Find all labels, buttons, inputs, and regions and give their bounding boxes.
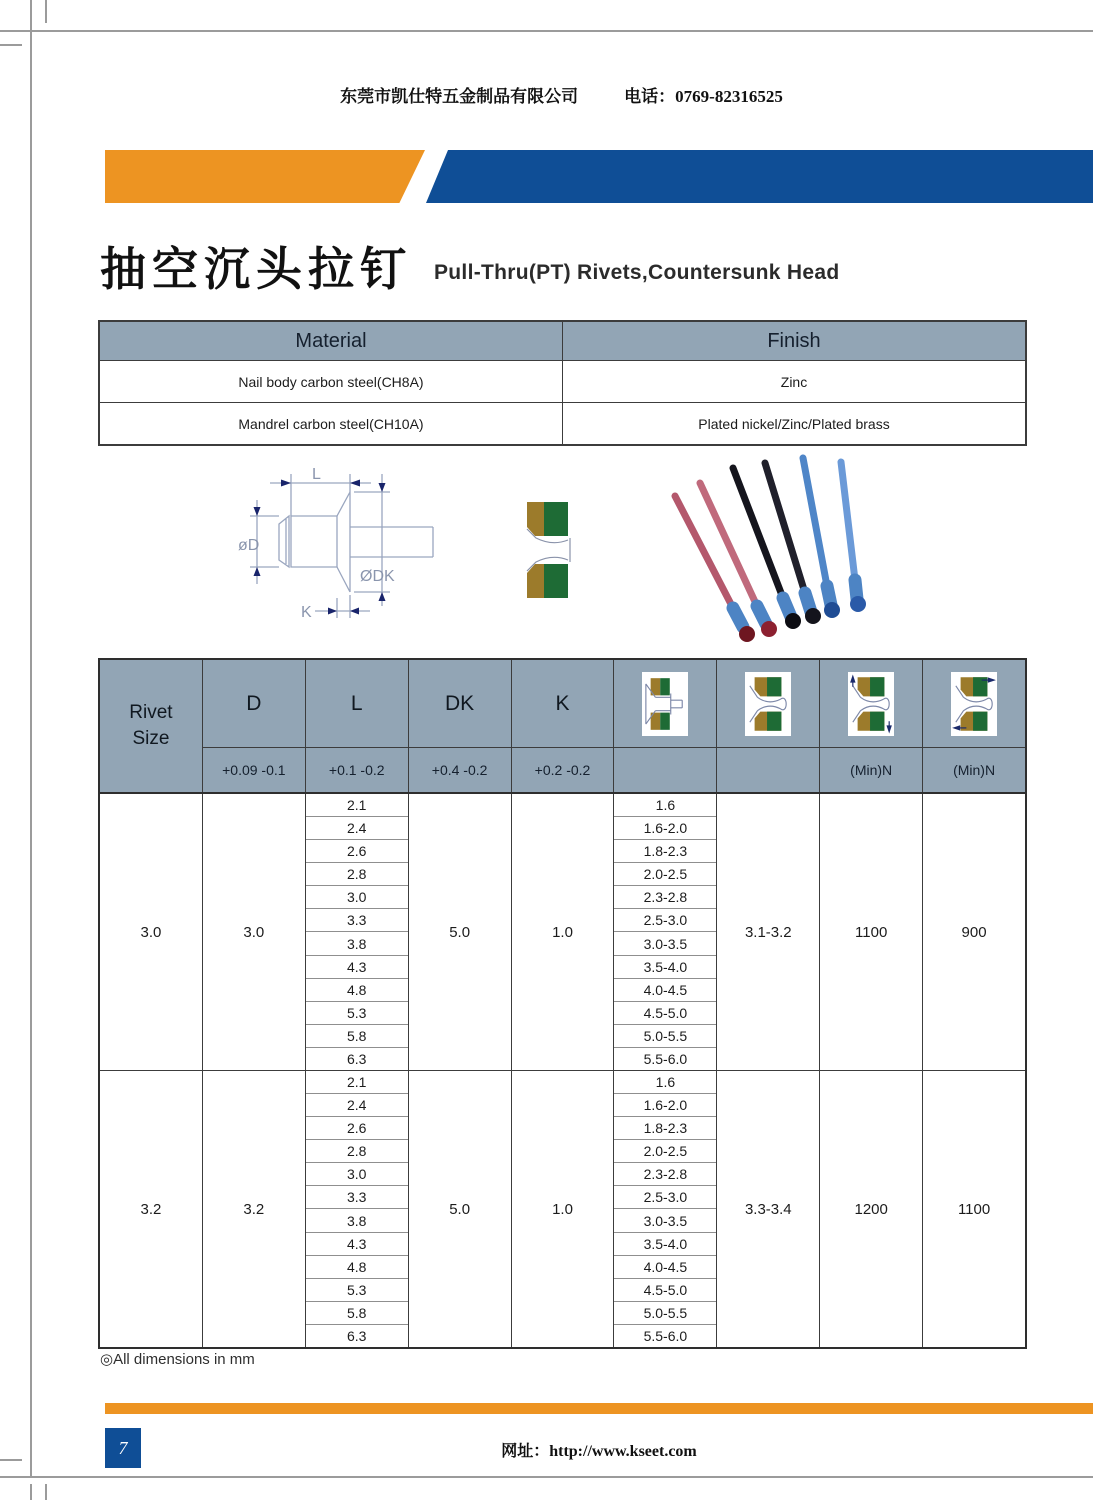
footer-website: 网址：http://www.kseet.com [501, 1443, 697, 1460]
l-value-cell: 5.8 [306, 1302, 408, 1325]
grip-range-cell: 4.5-5.0 [614, 1279, 716, 1302]
rivet-size-value: 3.2 [100, 1071, 203, 1347]
table-row [100, 402, 1025, 444]
trim-mark [30, 1484, 32, 1500]
grip-range-column [614, 1071, 717, 1347]
material-cell: Nail body carbon steel(CH8A) [100, 361, 563, 402]
grip-range-cell: 2.3-2.8 [614, 1163, 716, 1186]
grip-range-cell: 4.0-4.5 [614, 979, 716, 1002]
l-value-cell: 3.8 [306, 932, 408, 955]
trim-mark [45, 1484, 47, 1500]
shear-min-n-label: (Min)N [820, 747, 922, 792]
l-value-cell: 2.4 [306, 1094, 408, 1117]
grip-range-column [614, 794, 717, 1070]
dim-label-dk: ØDK [360, 568, 395, 585]
footer-orange-bar [105, 1403, 1093, 1414]
l-value-cell: 3.3 [306, 909, 408, 932]
page-title [100, 243, 840, 295]
tolerance-l: +0.1 -0.2 [306, 747, 408, 792]
d-value: 3.2 [203, 1071, 306, 1347]
l-value-cell: 2.6 [306, 840, 408, 863]
grip-range-cell: 2.5-3.0 [614, 1186, 716, 1209]
grip-range-cell: 1.8-2.3 [614, 840, 716, 863]
tolerance-hole [717, 747, 819, 792]
dk-value: 5.0 [409, 1071, 512, 1347]
l-value-cell: 3.8 [306, 1209, 408, 1232]
company-header [30, 82, 1093, 107]
shear-min-value: 1200 [820, 1071, 923, 1347]
grip-range-cell: 1.6 [614, 794, 716, 817]
spec-block-3.2 [100, 1071, 1025, 1347]
orange-banner-stripe [105, 150, 425, 203]
page-border-bottom [0, 1476, 1093, 1478]
spec-table-header [100, 660, 1025, 794]
hole-size-value: 3.1-3.2 [717, 794, 820, 1070]
tolerance-k: +0.2 -0.2 [512, 747, 614, 792]
trim-mark [0, 1459, 22, 1461]
l-value-cell: 4.3 [306, 956, 408, 979]
spec-block-3.0 [100, 794, 1025, 1071]
finish-cell: Zinc [780, 373, 808, 390]
l-value-cell: 2.6 [306, 1117, 408, 1140]
rivet-set-diagram-icon [745, 672, 791, 736]
trim-mark [0, 44, 22, 46]
rivet-shear-diagram-icon [848, 672, 894, 736]
l-value-cell: 5.3 [306, 1279, 408, 1302]
material-header-cell: Material [100, 322, 563, 360]
page-number: 7 [118, 1437, 128, 1458]
page-border-top [0, 30, 1093, 32]
l-value-cell: 2.4 [306, 817, 408, 840]
grip-range-cell: 1.6-2.0 [614, 1094, 716, 1117]
dimensions-note: ◎All dimensions in mm [100, 1351, 255, 1368]
finish-cell: Plated nickel/Zinc/Plated brass [698, 415, 890, 432]
trim-mark [45, 0, 47, 23]
dim-label-l: L [312, 466, 321, 483]
grip-range-cell: 2.0-2.5 [614, 1140, 716, 1163]
grip-range-cell: 4.5-5.0 [614, 1002, 716, 1025]
column-header-dk: DK +0.4 -0.2 [409, 660, 512, 792]
grip-range-cell: 5.5-6.0 [643, 1327, 688, 1344]
tensile-min-value: 1100 [957, 1200, 991, 1218]
l-value-cell: 6.3 [346, 1050, 367, 1067]
l-value-cell: 3.0 [306, 1163, 408, 1186]
grip-range-cell: 3.0-3.5 [614, 932, 716, 955]
grip-range-cell: 1.6 [614, 1071, 716, 1094]
l-value-cell: 2.8 [306, 863, 408, 886]
rivet-grip-diagram-icon [642, 672, 688, 736]
l-value-cell: 3.0 [306, 886, 408, 909]
l-value-cell: 4.3 [306, 1233, 408, 1256]
grip-range-cell: 4.0-4.5 [614, 1256, 716, 1279]
blue-banner-stripe [426, 150, 1093, 203]
material-table-header [100, 322, 1025, 360]
dim-label-d: øD [238, 537, 260, 554]
l-value-cell: 4.8 [306, 1256, 408, 1279]
product-title-chinese: 抽空沉头拉钉 [100, 243, 412, 295]
rivets-photo [645, 448, 965, 663]
grip-range-cell: 3.5-4.0 [614, 956, 716, 979]
l-value-cell: 4.8 [306, 979, 408, 1002]
material-finish-table [98, 320, 1027, 446]
grip-range-cell: 1.6-2.0 [614, 817, 716, 840]
l-value-cell: 5.8 [306, 1025, 408, 1048]
company-phone: 电话：0769-82316525 [624, 87, 783, 106]
grip-range-cell: 3.0-3.5 [614, 1209, 716, 1232]
rivet-tensile-diagram-icon [951, 672, 997, 736]
column-header-k: K +0.2 -0.2 [512, 660, 615, 792]
rivet-size-value: 3.0 [100, 794, 203, 1070]
company-name: 东莞市凯仕特五金制品有限公司 [340, 87, 579, 106]
grip-range-cell: 5.0-5.5 [614, 1025, 716, 1048]
rivet-cross-section-diagram [524, 500, 578, 600]
table-row [100, 360, 1025, 402]
finish-header-cell: Finish [767, 329, 821, 352]
product-title-english: Pull-Thru(PT) Rivets,Countersunk Head [434, 261, 840, 284]
l-values-column [306, 794, 409, 1070]
tolerance-grip [614, 747, 716, 792]
tolerance-d: +0.09 -0.1 [203, 747, 305, 792]
grip-range-cell: 3.5-4.0 [614, 1233, 716, 1256]
l-value-cell: 2.1 [306, 794, 408, 817]
l-value-cell: 3.3 [306, 1186, 408, 1209]
dim-label-k: K [301, 604, 312, 621]
page-border-left [30, 0, 32, 1477]
grip-range-cell: 2.0-2.5 [614, 863, 716, 886]
grip-range-cell: 2.3-2.8 [614, 886, 716, 909]
column-header-d: D +0.09 -0.1 [203, 660, 306, 792]
tensile-min-n-label: (Min)N [923, 747, 1025, 792]
tensile-min-value: 900 [961, 923, 987, 941]
k-value: 1.0 [512, 794, 615, 1070]
column-header-rivet-size: Rivet Size [100, 660, 203, 792]
column-header-grip [614, 660, 717, 792]
grip-range-cell: 1.8-2.3 [614, 1117, 716, 1140]
column-header-shear [820, 660, 923, 792]
k-value: 1.0 [512, 1071, 615, 1347]
column-header-tensile [923, 660, 1025, 792]
hole-size-value: 3.3-3.4 [717, 1071, 820, 1347]
l-value-cell: 2.1 [306, 1071, 408, 1094]
grip-range-cell: 5.0-5.5 [614, 1302, 716, 1325]
l-value-cell: 6.3 [346, 1327, 367, 1344]
dk-value: 5.0 [409, 794, 512, 1070]
shear-min-value: 1100 [820, 794, 923, 1070]
grip-range-cell: 5.5-6.0 [643, 1050, 688, 1067]
specification-table [98, 658, 1027, 1349]
rivet-dimension-drawing [230, 460, 540, 645]
l-value-cell: 5.3 [306, 1002, 408, 1025]
column-header-hole-size [717, 660, 820, 792]
d-value: 3.0 [203, 794, 306, 1070]
l-value-cell: 2.8 [306, 1140, 408, 1163]
tolerance-dk: +0.4 -0.2 [409, 747, 511, 792]
grip-range-cell: 2.5-3.0 [614, 909, 716, 932]
column-header-l: L +0.1 -0.2 [306, 660, 409, 792]
l-values-column [306, 1071, 409, 1347]
material-cell: Mandrel carbon steel(CH10A) [100, 403, 563, 444]
